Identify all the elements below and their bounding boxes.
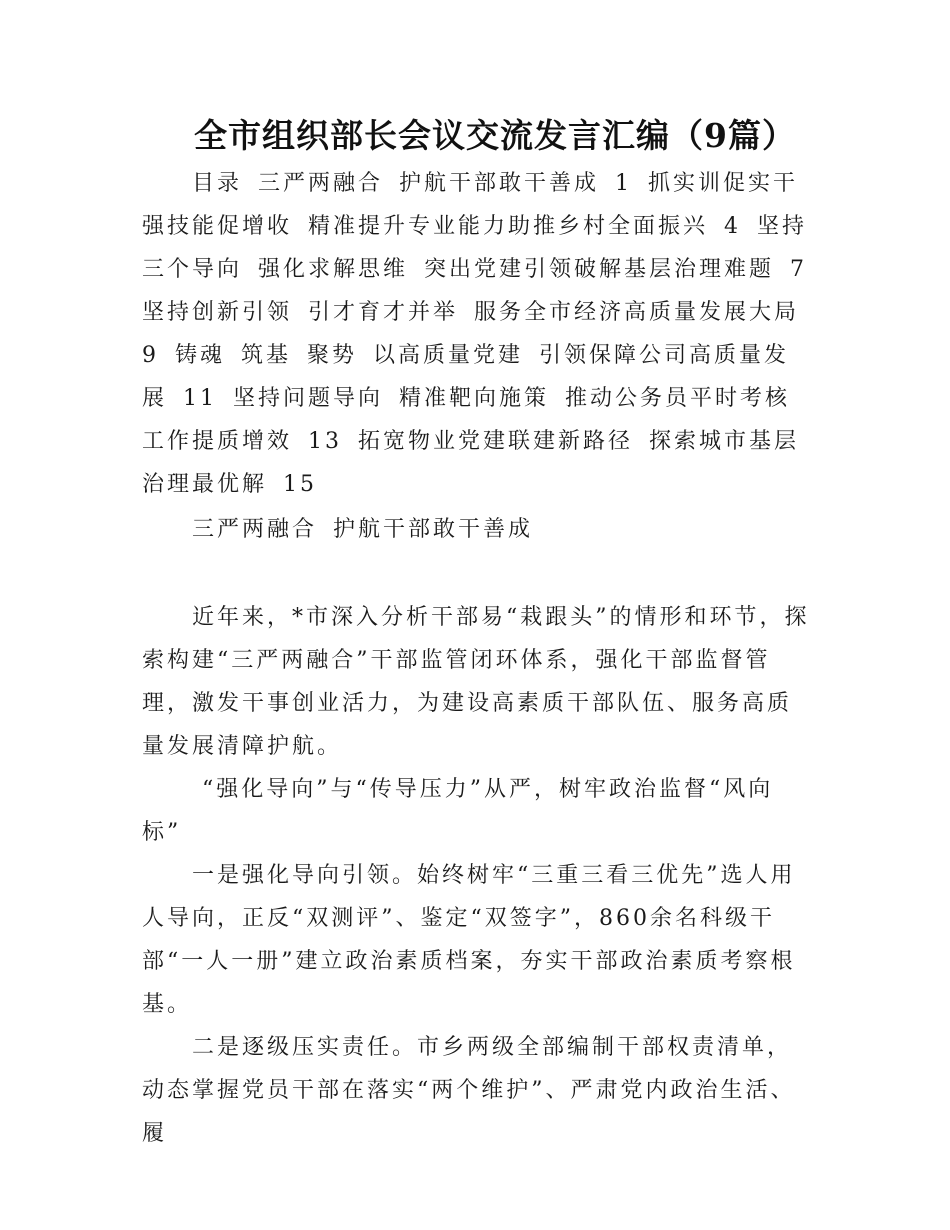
paragraph-subheading: “强化导向”与“传导压力”从严，树牢政治监督“风向标” — [142, 777, 774, 845]
section-heading: 三严两融合 护航干部敢干善成 — [192, 517, 533, 542]
table-of-contents: 目录 三严两融合 护航干部敢干善成 1 抓实训促实干 强技能促增收 精准提升专业能力助推乡村全面振兴 4 坚持三个导向 强化求解思维 突出党建引领破解基层治理难题 7 坚持创新引领 引才育才并举 服务全市经济高质量发展大局 9 铸魂 筑基 聚势 以高质量党建 引领保障公司高质量发展 11 坚持问题导向 精准靶向施策 推动公务员平时考核工作提质增效 13 拓宽物业党建联建新路径 探索城市基层治理最优解 15 — [142, 171, 807, 497]
section-body — [142, 596, 812, 1155]
document-title: 全市组织部长会议交流发言汇编（9篇） — [194, 116, 796, 155]
paragraph-point-one: 一是强化导向引领。始终树牢“三重三看三优先”选人用人导向，正反“双测评”、鉴定“双签字”，860余名科级干部“一人一册”建立政治素质档案，夯实干部政治素质考察根基。 — [142, 863, 796, 1017]
paragraph-point-two: 二是逐级压实责任。市乡两级全部编制干部权责清单，动态掌握党员干部在落实“两个维护”、严肃党内政治生活、履 — [142, 1035, 796, 1146]
paragraph-intro: 近年来，*市深入分析干部易“栽跟头”的情形和环节，探索构建“三严两融合”干部监管闭环体系，强化干部监督管理，激发干事创业活力，为建设高素质干部队伍、服务高质量发展清障护航。 — [142, 605, 810, 759]
